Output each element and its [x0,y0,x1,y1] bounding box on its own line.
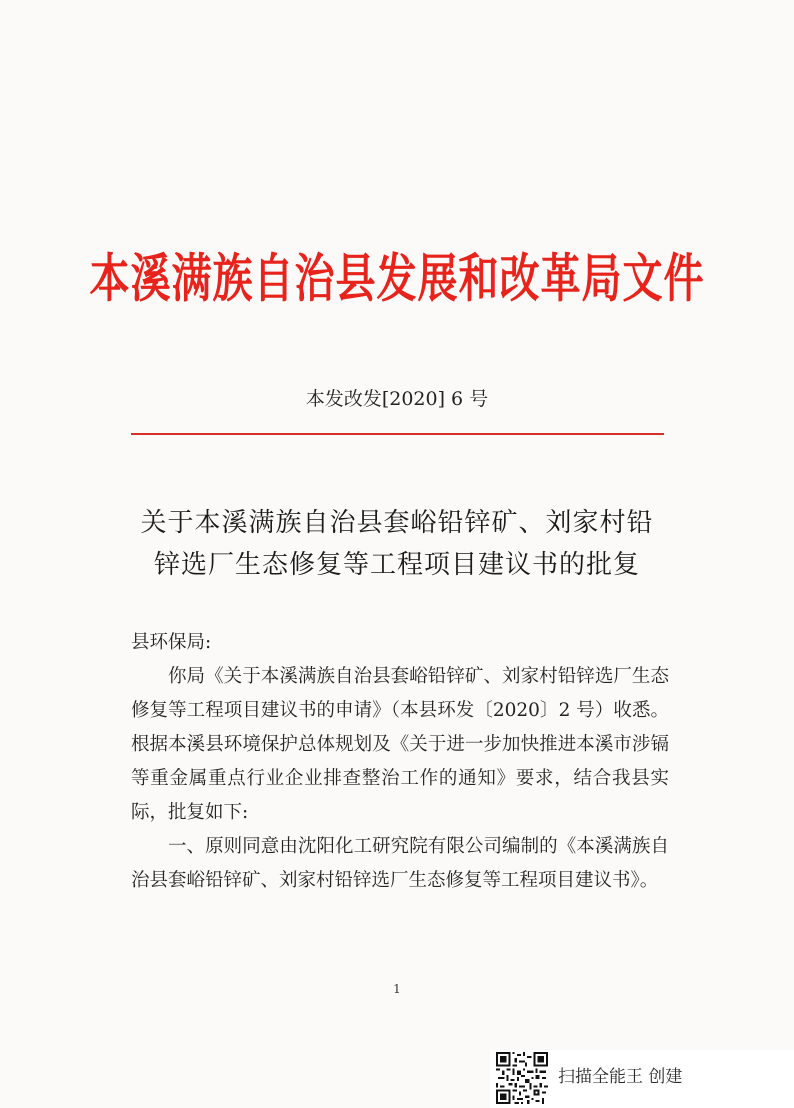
document-body [131,626,669,898]
paragraph-1: 你局《关于本溪满族自治县套峪铅锌矿、刘家村铅锌选厂生态修复等工程项目建议书的申请》（本县环发〔2020〕2 号）收悉。根据本溪县环境保护总体规划及《关于进一步加快推进本溪市涉镉等重金属重点行业企业排查整治工作的通知》要求，结合我县实际，批复如下: [131,666,669,823]
issuer-title: 本溪满族自治县发展和改革局文件 [89,248,705,310]
scanner-label: 扫描全能王 创建 [558,1067,683,1087]
addressee: 县环保局: [131,632,212,653]
subject-line-2: 锌选厂生态修复等工程项目建议书的批复 [153,550,640,580]
qr-code-icon [496,1052,548,1104]
document-number: 本发改发[2020] 6 号 [305,388,489,410]
scanner-watermark [490,1050,794,1108]
red-divider [131,433,664,435]
document-subject [100,502,694,586]
paragraph-2: 一、原则同意由沈阳化工研究院有限公司编制的《本溪满族自治县套峪铅锌矿、刘家村铅锌选厂生态修复等工程项目建议书》。 [131,836,669,891]
subject-line-1: 关于本溪满族自治县套峪铅锌矿、刘家村铅 [140,508,654,538]
page-number: 1 [393,982,401,996]
